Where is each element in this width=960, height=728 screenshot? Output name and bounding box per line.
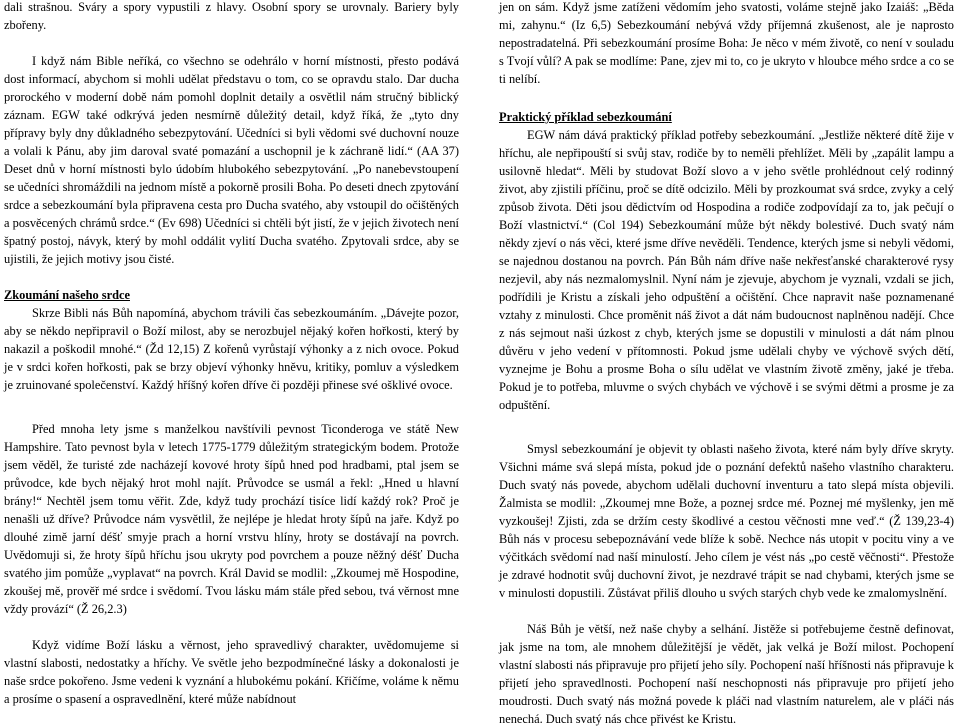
paragraph-intro-end: dali strašnou. Sváry a spory vypustili z hlavy. Osobní spory se urovnaly. Bariery byly zbořeny. (4, 0, 459, 32)
paragraph-gods-love: Když vidíme Boží lásku a věrnost, jeho spravedlivý charakter, uvědomujeme si vlastní slabosti, nedostatky a hříchy. Ve světle jeho bezpodmínečné lásky a dokonalosti je naše srdce pokořeno. Jsme vedeni k vyznání a hlubokému pokání. Křičíme, voláme k němu a prosíme o spasení a ospravedlnění, které může nabídnout (4, 638, 459, 706)
heading-prakticky: Praktický příklad sebezkoumání (499, 110, 672, 124)
heading-zkoumani: Zkoumání našeho srdce (4, 288, 130, 302)
paragraph-isaiah: jen on sám. Když jsme zatíženi vědomím jeho svatosti, voláme stejně jako Izaiáš: „Běda mi, zahynu.“ (Iz 6,5) Sebezkoumání nebývá vždy příjemná zkušenost, ale je naprosto nepostradatelná. Při sebezkoumání prosíme Boha: Je něco v mém životě, co není v souladu s Tvojí vůlí? A pak se modlíme: Pane, zjev mi to, co je ukryto v hloubce mého srdce a co se ti nelíbí. (499, 0, 954, 86)
right-column (499, 0, 954, 728)
paragraph-fortress-story: Před mnoha lety jsme s manželkou navštívili pevnost Ticonderoga ve státě New Hampshire. Tato pevnost byla v letech 1775-1779 důležitým strategickým bodem. Protože jsem věděl, že turisté zde nacházejí kovové hroty šípů hned pod hradbami, ptal jsem se průvodce, kde bych nějaký hrot mohl najít. Průvodce se usmál a řekl: „Hned u hlavní brány!“ Nechtěl jsem tomu věřit. Zde, když tudy prochází tisíce lidí každý rok? Proč je nenašli už dříve? Průvodce nám vysvětlil, že nejlépe je hledat hroty šípů na jaře. Když po dlouhé zimě jarní déšť smyje prach a horní vrstvu hlíny, hroty se dostávají na povrch. Uvědomuji si, že hroty šípů hříchu jsou ukryty pod povrchem a pouze něžný déšť Ducha svatého jim pomůže „vyplavat“ na povrch. Král David se modlil: „Zkoumej mě Hospodine, zkoušej mě, prověř mé srdce i svědomí. Tvou lásku mám stále před sebou, tvá věrnost mne vždy provází“ (Ž 26,2.3) (4, 422, 459, 616)
paragraph-upper-room: I když nám Bible neříká, co všechno se odehrálo v horní místnosti, přesto podává dost informací, abychom si mohli udělat představu o tom, co se opravdu stalo. Dar ducha prorockého v moderní době nám pomohl doplnit detaily a osvětlil nám stručný biblický záznam. EGW také odkrývá jeden nesmírně důležitý detail, když říká, že „tyto dny přípravy byly dny důkladného sebezpytování. Učedníci si byli vědomi své duchovní nouze a volali k Pánu, aby jim daroval svaté pomazání a uschopnil je k záchraně lidí.“ (AA 37) Deset dnů v horní místnosti bylo údobím hlubokého sebezpytování. „Po nanebevstoupení se učedníci shromáždili na jednom místě a pokorně prosili Boha. Po deseti dnech zpytování srdce a sebezkoumání byla připravena cesta pro Ducha svatého, aby vstoupil do očištěných a posvěcených chrámů srdce.“ (Ev 698) Učedníci si chtěli být jistí, že v jejich životech není špatný postoj, návyk, který by mohl oddálit vylití Ducha svatého. Zpytovali srdce, aby se ujistili, že jejich motivy jsou čisté. (4, 54, 459, 266)
paragraph-self-examination: Skrze Bibli nás Bůh napomíná, abychom trávili čas sebezkoumáním. „Dávejte pozor, aby se někdo nepřipravil o Boží milost, aby se nerozbujel nějaký kořen hořkosti, který by nakazil a poškodil mnohé.“ (Žd 12,15) Z kořenů vyrůstají výhonky a z nich ovoce. Pokud je v srdci kořen hořkosti, pak se brzy objeví výhonky hněvu, kritiky, pomluv a výsledkem je zruinované společenství. Každý hříšný kořen dříve či později přinese své ošklivé ovoce. (4, 306, 459, 392)
paragraph-practical-example: EGW nám dává praktický příklad potřeby sebezkoumání. „Jestliže některé dítě žije v hříchu, ale nepřipouští si svůj stav, rodiče by to neměli přehlížet. Měli by „zapálit lampu a usilovně hledat“. Měli by studovat Boží slovo a v jeho světle prohlédnout celý rodinný život, aby zjistili příčinu, proč se dítě odcizilo. Měli by prozkoumat svá srdce, zvyky a celý způsob života. Děti jsou dědictvím od Hospodina a rodiče zodpovídají za to, jak pečují o Boží vlastnictví.“ (Col 194) Sebezkoumání může být někdy bolestivé. Duch svatý nám někdy zjeví o nás věci, které jsme dříve nevěděli. Tendence, kterých jsme si nebyli vědomi, se najednou dostanou na povrch. Pán Bůh nám dříve naše nekřesťanské charakterové rysy nezjevil, aby nás nezmalomyslnil. Nyní nám je zjevuje, abychom je vyznali, vzdali se jich, podřídili je Kristu a získali jeho odpuštění a očištění. Chce napravit naše poznamenané vztahy z minulosti. Chce proměnit náš život a dát nám budoucnost naplněnou nadějí. Chce z nás sejmout naši úzkost z chyb, kterých jsme se dopustili v minulosti a dát nám plnou důvěru v jeho vedení v přítomnosti. Pokud jsme udělali chyby ve výchově svých dětí, vyznejme je Bohu a prosme Boha o sílu udělat ve vlastním životě změny, jaké je třeba. Pokud je to potřeba, mluvme o svých chybách ve výchově i se svými dětmi a prosme je za odpuštění. (499, 128, 954, 412)
left-column (4, 0, 459, 708)
paragraph-blind-spots: Smysl sebezkoumání je objevit ty oblasti našeho života, které nám byly dříve skryty. Všichni máme svá slepá místa, pokud jde o poznání defektů našeho vlastního charakteru. Duch svatý nás povede, abychom udělali duchovní inventuru a tato slepá místa objevili. Žalmista se modlil: „Zkoumej mne Bože, a poznej srdce mé. Poznej mé myšlenky, jen mě vyzkoušej! Zjisti, zda se držím cesty škodlivé a cestou věčnosti mne veď.“ (Ž 139,23-4) Bůh nás v procesu sebepoznávání vede blíže k sobě. Nechce nás utopit v pocitu viny a ve výčitkách svědomí nad naší minulostí. Jeho cílem je vést nás „po cestě věčnosti“. Přestože je zdravé hodnotit svůj duchovní život, je nezdravé trápit se nad chybami, kterých jsme se v minulosti dopustili. Zůstávat přiliš dlouho u svých starých chyb vede ke zmalomyslnění. (499, 442, 954, 600)
paragraph-gods-grace: Náš Bůh je větší, než naše chyby a selhání. Jistěže si potřebujeme čestně definovat, jak jsme na tom, ale mnohem důležitější je vědět, jak velká je Boží milost. Pochopení vlastní slabosti nás připravuje pro přijetí jeho síly. Pochopení naší hříšnosti nás připravuje k přijetí jeho spravedlnosti. Pochopení naší neschopnosti nás připravuje pro přijetí jeho moudrosti. Duch svatý nás možná povede k pláči nad vlastním naturelem, ale v pláči nás nenechá. Duch svatý nás chce přivést ke Kristu. (499, 622, 954, 726)
